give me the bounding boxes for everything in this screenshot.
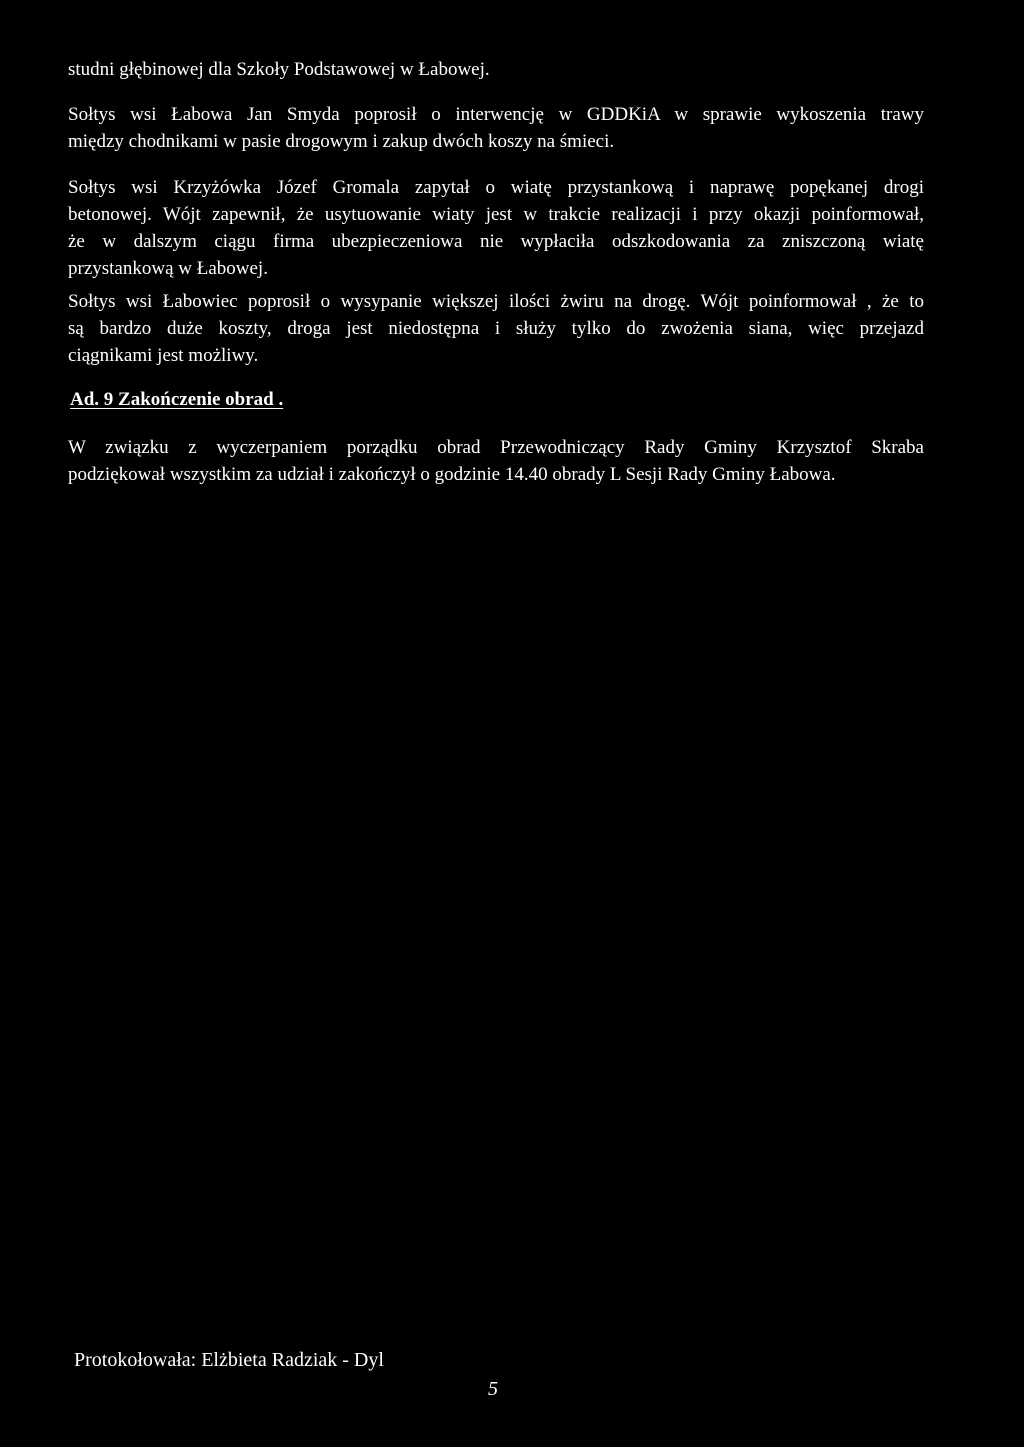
paragraph-labowiec-request: [68, 288, 924, 369]
text-line: między chodnikami w pasie drogowym i zakup dwóch koszy na śmieci.: [68, 131, 615, 152]
text-line: podziękował wszystkim za udział i zakończył o godzinie 14.40 obrady L Sesji Rady Gminy Łabowa.: [68, 464, 836, 485]
text-line: studni głębinowej dla Szkoły Podstawowej w Łabowej.: [68, 59, 490, 80]
section-heading: Ad. 9 Zakończenie obrad .: [70, 389, 284, 410]
signature-line: Protokołowała: Elżbieta Radziak - Dyl: [74, 1349, 384, 1371]
text-line: są bardzo duże koszty, droga jest niedostępna i służy tylko do zwożenia siana, więc przejazd: [68, 318, 924, 339]
paragraph-well-continuation: [68, 56, 924, 83]
text-line: Sołtys wsi Krzyżówka Józef Gromala zapytał o wiatę przystankową i naprawę popękanej drogi: [68, 177, 924, 198]
text-line: że w dalszym ciągu firma ubezpieczeniowa nie wypłaciła odszkodowania za zniszczoną wiatę: [68, 231, 924, 252]
paragraph-krzyzowka-request: [68, 174, 924, 282]
text-line: Sołtys wsi Łabowa Jan Smyda poprosił o interwencję w GDDKiA w sprawie wykoszenia trawy: [68, 104, 924, 125]
paragraph-labowa-request: [68, 101, 924, 155]
text-line: Sołtys wsi Łabowiec poprosił o wysypanie większej ilości żwiru na drogę. Wójt poinformował , że to: [68, 291, 924, 312]
text-line: ciągnikami jest możliwy.: [68, 345, 259, 366]
text-line: W związku z wyczerpaniem porządku obrad Przewodniczący Rady Gminy Krzysztof Skraba: [68, 437, 924, 458]
text-line: przystankową w Łabowej.: [68, 258, 268, 279]
text-line: betonowej. Wójt zapewnił, że usytuowanie wiaty jest w trakcie realizacji i przy okazji poinformował,: [68, 204, 924, 225]
page-number: 5: [488, 1378, 498, 1400]
paragraph-closing: [68, 434, 924, 488]
